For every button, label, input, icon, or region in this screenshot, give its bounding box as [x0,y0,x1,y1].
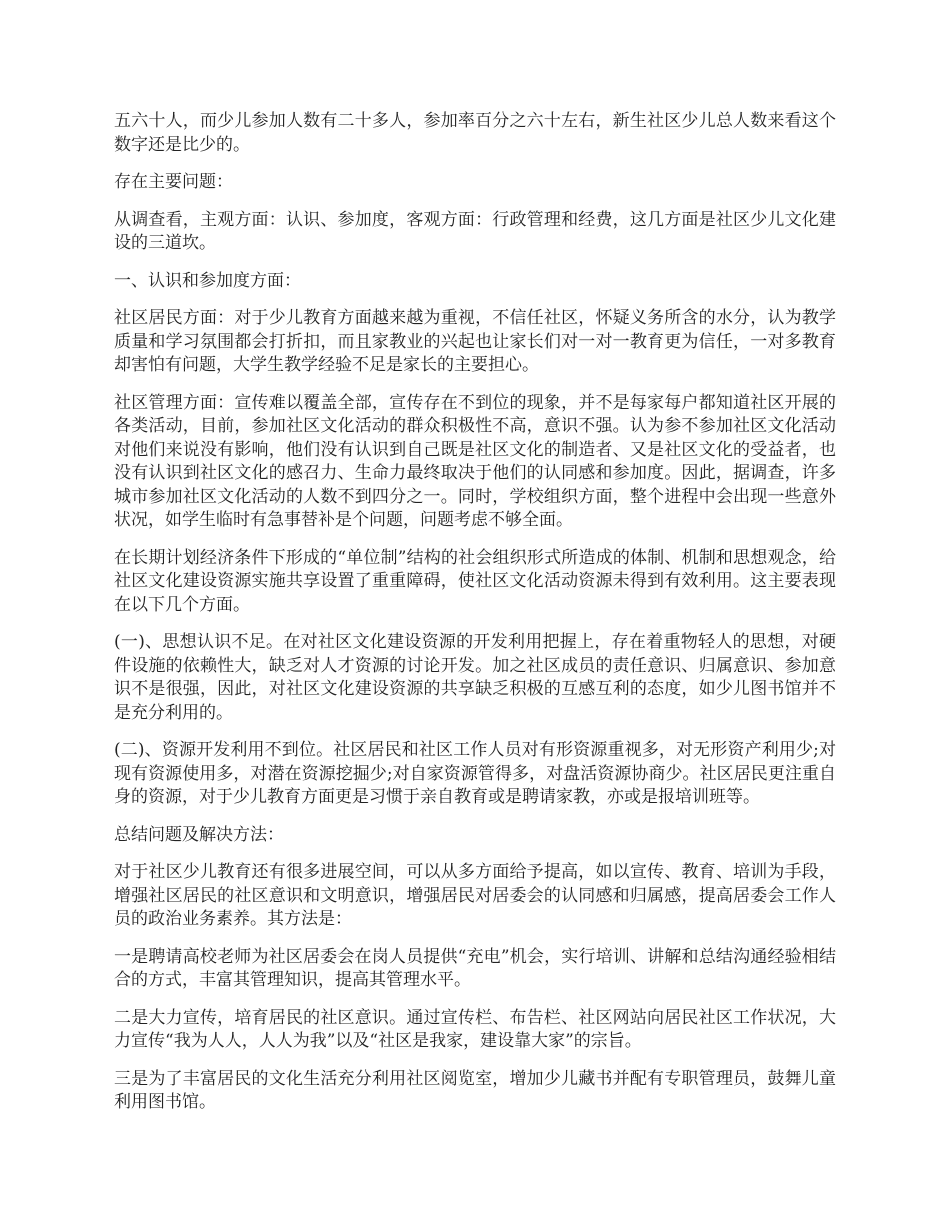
paragraph: 一是聘请高校老师为社区居委会在岗人员提供“充电”机会，实行培训、讲解和总结沟通经验相结合的方式，丰富其管理知识，提高其管理水平。 [114,946,836,990]
paragraph: 二是大力宣传，培育居民的社区意识。通过宣传栏、布告栏、社区网站向居民社区工作状况，大力宣传“我为人人，人人为我”以及“社区是我家，建设靠大家”的宗旨。 [114,1007,836,1051]
paragraph: 一、认识和参加度方面： [114,270,301,291]
paragraph: 社区管理方面：宣传难以覆盖全部，宣传存在不到位的现象，并不是每家每户都知道社区开展的各类活动，目前，参加社区文化活动的群众积极性不高，意识不强。认为参不参加社区文化活动对他们来说没有影响，他们没有认识到自己既是社区文化的制造者、又是社区文化的受益者，也没有认识到社区文化的感召力、生命力最终取决于他们的认同感和参加度。因此，据调查，许多城市参加社区文化活动的人数不到四分之一。同时，学校组织方面，整个进程中会出现一些意外状况，如学生临时有急事替补是个问题，问题考虑不够全面。 [114,392,836,530]
paragraph: 三是为了丰富居民的文化生活充分利用社区阅览室，增加少儿藏书并配有专职管理员，鼓舞儿童利用图书馆。 [114,1068,836,1112]
paragraph: (二)、资源开发利用不到位。社区居民和社区工作人员对有形资源重视多，对无形资产利用少;对现有资源使用多，对潜在资源挖掘少;对自家资源管得多，对盘活资源协商少。社区居民更注重自身的资源，对于少儿教育方面更是习惯于亲自教育或是聘请家教，亦或是报培训班等。 [114,740,836,807]
paragraph: 在长期计划经济条件下形成的“单位制”结构的社会组织形式所造成的体制、机制和思想观念，给社区文化建设资源实施共享设置了重重障碍，使社区文化活动资源未得到有效利用。这主要表现在以下几个方面。 [114,547,836,615]
paragraph: (一)、思想认识不足。在对社区文化建设资源的开发利用把握上，存在着重物轻人的思想，对硬件设施的依赖性大，缺乏对人才资源的讨论开发。加之社区成员的责任意识、归属意识、参加意识不是很强，因此，对社区文化建设资源的共享缺乏积极的互感互利的态度，如少儿图书馆并不是充分利用的。 [114,632,836,723]
paragraph: 社区居民方面：对于少儿教育方面越来越为重视，不信任社区，怀疑义务所含的水分，认为教学质量和学习氛围都会打折扣，而且家教业的兴起也让家长们对一对一教育更为信任，一对多教育却害怕有问题，大学生教学经验不足是家长的主要担心。 [114,308,836,375]
paragraph: 总结问题及解决方法： [114,824,284,845]
paragraph: 存在主要问题： [114,172,233,192]
paragraph: 对于社区少儿教育还有很多进展空间，可以从多方面给予提高，如以宣传、教育、培训为手段，增强社区居民的社区意识和文明意识，增强居民对居委会的认同感和归属感，提高居委会工作人员的政治业务素养。其方法是： [114,862,836,929]
paragraph: 从调查看，主观方面：认识、参加度，客观方面：行政管理和经费，这几方面是社区少儿文化建设的三道坎。 [114,209,836,253]
paragraph: 五六十人，而少儿参加人数有二十多人，参加率百分之六十左右，新生社区少儿总人数来看这个数字还是比少的。 [114,111,836,155]
document-body [114,110,836,1129]
